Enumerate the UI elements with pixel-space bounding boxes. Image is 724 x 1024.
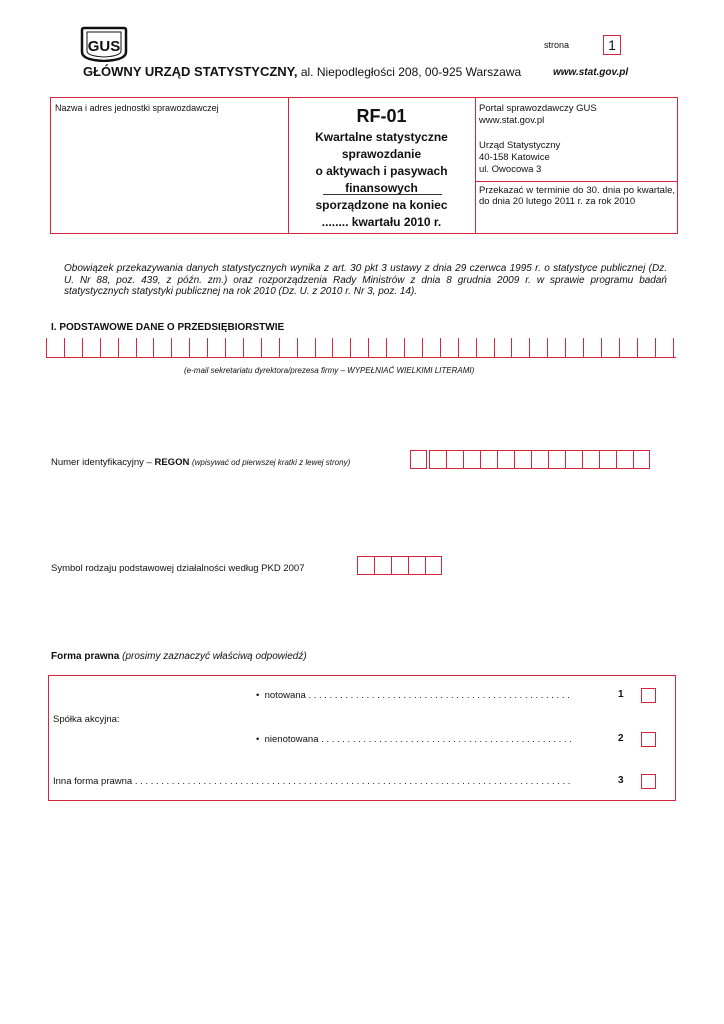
form-title-line: ........ kwartału 2010 r.: [321, 215, 442, 229]
option-label: notowana: [264, 690, 306, 701]
office-line: Urząd Statystyczny: [479, 140, 561, 151]
logo-text: GUS: [87, 38, 121, 55]
email-cell-divider: [261, 338, 262, 358]
forma-label-bold: Forma prawna: [51, 651, 120, 662]
leader-dots: . . . . . . . . . . . . . . . . . . . . . . . . . . . . . . . . . . . . . . . . . . . . . . . .: [321, 734, 572, 745]
email-cell-divider: [404, 338, 405, 358]
checkbox-nienotowana[interactable]: [641, 732, 656, 747]
pkd-input[interactable]: [357, 556, 442, 575]
forma-hint: (prosimy zaznaczyć właściwą odpowiedź): [122, 651, 307, 662]
office-info: [479, 140, 560, 176]
bullet: •: [256, 690, 260, 701]
office-line: 40-158 Katowice: [479, 152, 550, 163]
regon-label-bold: REGON: [154, 457, 190, 468]
leader-dots: . . . . . . . . . . . . . . . . . . . . . . . . . . . . . . . . . . . . . . . . . . . . . . . . . .: [308, 690, 570, 701]
email-cell-divider: [440, 338, 441, 358]
form-title-line: finansowych: [345, 181, 418, 195]
email-cell-divider: [350, 338, 351, 358]
regon-cell[interactable]: [565, 450, 582, 469]
pkd-cell[interactable]: [374, 556, 391, 575]
section-title: I. PODSTAWOWE DANE O PRZEDSIĘBIORSTWIE: [51, 322, 285, 333]
portal-line: www.stat.gov.pl: [479, 115, 545, 126]
option-number: 2: [618, 733, 624, 744]
email-cell-divider: [279, 338, 280, 358]
pkd-label: Symbol rodzaju podstawowej działalności według PKD 2007: [51, 563, 305, 574]
regon-cell[interactable]: [410, 450, 427, 469]
option-label: nienotowana: [264, 734, 319, 745]
regon-input[interactable]: [410, 450, 650, 469]
option-nienotowana: [256, 734, 572, 745]
email-cell-divider: [136, 338, 137, 358]
regon-cell[interactable]: [446, 450, 463, 469]
email-cell-divider: [529, 338, 530, 358]
info-cell: [475, 98, 678, 233]
leader-dots: . . . . . . . . . . . . . . . . . . . . . . . . . . . . . . . . . . . . . . . . . . . . . . . . . . . . . . . . . . . . . . . . . . . . . . . . . . . . . . . . . . .: [134, 776, 571, 787]
regon-label: [51, 457, 350, 468]
info-divider: [476, 181, 678, 182]
spolka-label: Spółka akcyjna:: [53, 714, 120, 725]
deadline-text: Przekazać w terminie do 30. dnia po kwartale, do dnia 20 lutego 2011 r. za rok 2010: [479, 185, 675, 207]
email-cell-divider: [547, 338, 548, 358]
email-cell-divider: [243, 338, 244, 358]
form-code: RF-01: [356, 106, 407, 126]
checkbox-notowana[interactable]: [641, 688, 656, 703]
regon-cell[interactable]: [599, 450, 616, 469]
pkd-cell[interactable]: [391, 556, 408, 575]
unit-label: Nazwa i adres jednostki sprawozdawczej: [55, 103, 219, 113]
email-cell-divider: [118, 338, 119, 358]
regon-cell[interactable]: [497, 450, 514, 469]
regon-cell[interactable]: [514, 450, 531, 469]
email-cell-divider: [458, 338, 459, 358]
email-cell-divider: [82, 338, 83, 358]
email-cell-divider: [511, 338, 512, 358]
page-label: strona: [544, 40, 570, 50]
checkbox-inna[interactable]: [641, 774, 656, 789]
website-link[interactable]: www.stat.gov.pl: [553, 67, 629, 78]
office-line: ul. Owocowa 3: [479, 164, 542, 175]
email-cell-divider: [494, 338, 495, 358]
option-notowana: [256, 690, 570, 701]
regon-cell[interactable]: [463, 450, 480, 469]
email-cell-divider: [583, 338, 584, 358]
email-cell-divider: [476, 338, 477, 358]
email-cell-divider: [297, 338, 298, 358]
gus-logo: [80, 26, 128, 62]
email-cell-divider: [655, 338, 656, 358]
email-cell-divider: [64, 338, 65, 358]
form-title-line: Kwartalne statystyczne: [315, 130, 448, 144]
option-number: 1: [618, 689, 624, 700]
regon-cell[interactable]: [616, 450, 633, 469]
title-divider: [323, 194, 442, 195]
org-line: [83, 64, 521, 79]
email-cell-divider: [637, 338, 638, 358]
email-cell-divider: [565, 338, 566, 358]
email-cell-divider: [673, 338, 674, 358]
email-cell-divider: [46, 338, 47, 358]
email-cell-divider: [422, 338, 423, 358]
email-cell-divider: [315, 338, 316, 358]
email-cell-divider: [368, 338, 369, 358]
email-baseline: [46, 357, 676, 358]
email-cell-divider: [189, 338, 190, 358]
regon-cell[interactable]: [480, 450, 497, 469]
email-hint: (e-mail sekretariatu dyrektora/prezesa firmy – WYPEŁNIAĆ WIELKIMI LITERAMI): [184, 366, 475, 375]
title-cell: [289, 98, 474, 233]
form-title-line: sprawozdanie: [341, 147, 422, 161]
org-address: al. Niepodległości 208, 00-925 Warszawa: [300, 65, 522, 79]
regon-cell[interactable]: [531, 450, 548, 469]
email-cell-divider: [225, 338, 226, 358]
regon-hint: (wpisywać od pierwszej kratki z lewej strony): [191, 458, 351, 467]
bullet: •: [256, 734, 260, 745]
obligation-text: Obowiązek przekazywania danych statystycznych wynika z art. 30 pkt 3 ustawy z dnia 29 czerwca 1995 r. o statystyce publicznej (Dz. U. Nr 88, poz. 439, z późn. zm.) oraz rozporządzenia Rady Ministrów z dnia 8 grudnia 2009 r. w sprawie programu badań statystycznych statystyki publicznej na rok 2010 (Dz. U. z 2010 r. Nr 3, poz. 14).: [64, 263, 667, 297]
option-inna: [53, 776, 570, 787]
regon-cell[interactable]: [582, 450, 599, 469]
portal-info: [479, 103, 597, 127]
unit-cell[interactable]: [51, 98, 289, 233]
option-label: Inna forma prawna: [53, 776, 133, 787]
regon-cell[interactable]: [548, 450, 565, 469]
form-title-line: sporządzone na koniec: [315, 198, 448, 212]
email-cell-divider: [171, 338, 172, 358]
form-title-line: o aktywach i pasywach: [315, 164, 448, 178]
pkd-cell[interactable]: [408, 556, 425, 575]
email-cell-divider: [100, 338, 101, 358]
portal-line: Portal sprawozdawczy GUS: [479, 103, 597, 114]
email-cell-divider: [386, 338, 387, 358]
regon-cell[interactable]: [429, 450, 446, 469]
email-cell-divider: [332, 338, 333, 358]
email-cell-divider: [619, 338, 620, 358]
email-cell-divider: [207, 338, 208, 358]
option-number: 3: [618, 775, 624, 786]
email-input-row[interactable]: [46, 338, 676, 358]
pkd-cell[interactable]: [425, 556, 442, 575]
page-number: 1: [603, 35, 621, 55]
regon-cell[interactable]: [633, 450, 650, 469]
forma-prawna-box: [48, 675, 676, 801]
form-header-table: [50, 97, 678, 234]
email-cell-divider: [601, 338, 602, 358]
email-cell-divider: [153, 338, 154, 358]
forma-prawna-label: [51, 651, 307, 662]
org-name: GŁÓWNY URZĄD STATYSTYCZNY,: [83, 64, 298, 79]
pkd-cell[interactable]: [357, 556, 374, 575]
regon-label-pre: Numer identyfikacyjny –: [51, 457, 155, 468]
